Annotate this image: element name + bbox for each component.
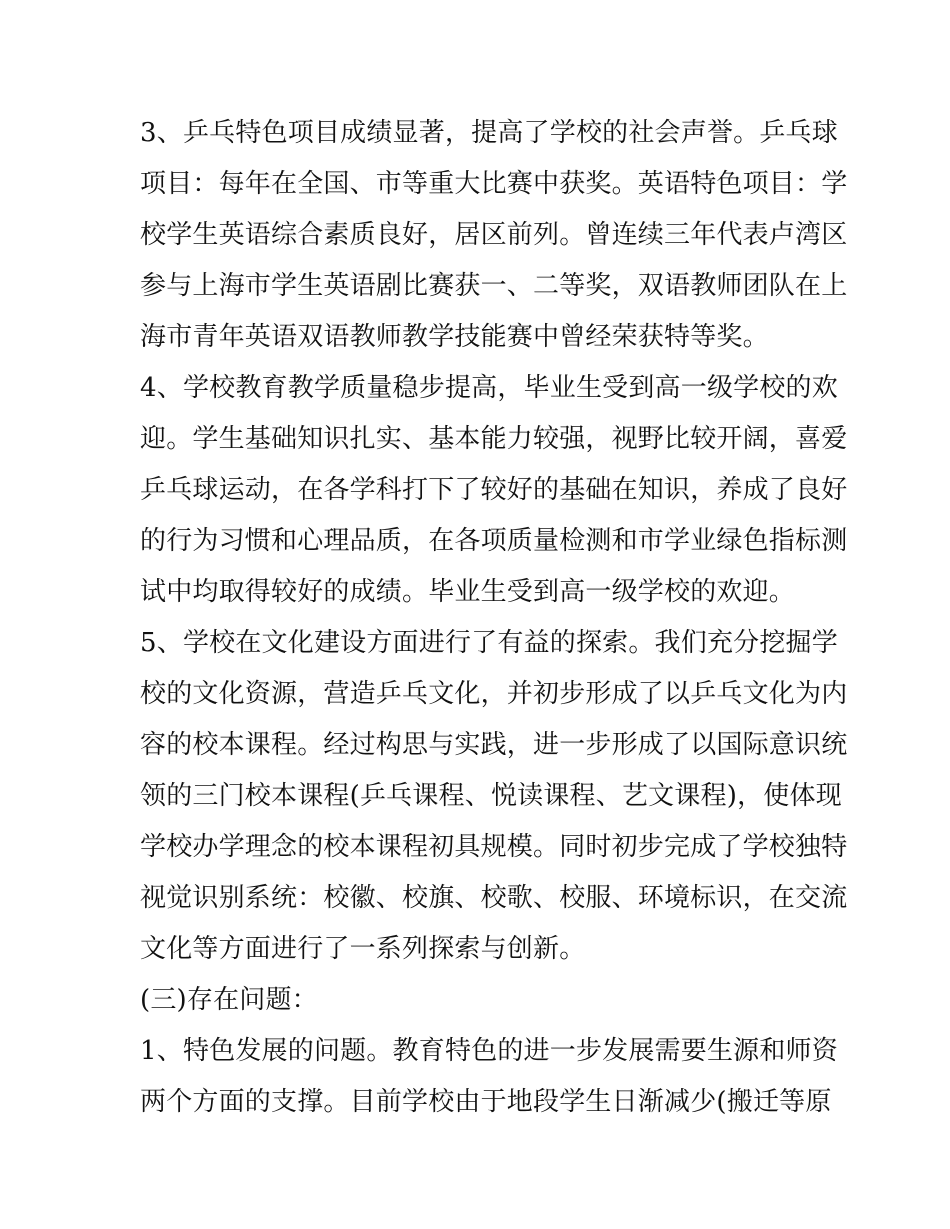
text-line: 领的三门校本课程(乒乓课程、悦读课程、艺文课程)，使体现 [140,781,842,811]
text-line: 迎。学生基础知识扎实、基本能力较强，视野比较开阔，喜爱 [140,424,848,454]
text-line: 试中均取得较好的成绩。毕业生受到高一级学校的欢迎。 [140,577,796,607]
section-heading: (三)存在问题： [140,985,318,1015]
text-line: 乒乓球运动，在各学科打下了较好的基础在知识，养成了良好 [140,475,848,505]
text-line: 项目：每年在全国、市等重大比赛中获奖。英语特色项目：学 [140,169,848,199]
text-line: 5、学校在文化建设方面进行了有益的探索。我们充分挖掘学 [140,628,838,658]
text-line: 海市青年英语双语教师教学技能赛中曾经荣获特等奖。 [140,322,769,352]
text-line: 容的校本课程。经过构思与实践，进一步形成了以国际意识统 [140,730,848,760]
text-line: 校的文化资源，营造乒乓文化，并初步形成了以乒乓文化为内 [140,679,848,709]
text-line: 学校办学理念的校本课程初具规模。同时初步完成了学校独特 [140,832,848,862]
text-line: 校学生英语综合素质良好，居区前列。曾连续三年代表卢湾区 [140,220,848,250]
text-line: 视觉识别系统：校徽、校旗、校歌、校服、环境标识，在交流 [140,883,848,913]
text-line: 3、乒乓特色项目成绩显著，提高了学校的社会声誉。乒乓球 [140,118,838,148]
text-line: 4、学校教育教学质量稳步提高，毕业生受到高一级学校的欢 [140,373,838,403]
text-line: 的行为习惯和心理品质，在各项质量检测和市学业绿色指标测 [140,526,848,556]
document-body [140,108,848,1128]
text-line: 两个方面的支撑。目前学校由于地段学生日渐减少(搬迁等原 [140,1087,832,1117]
text-line: 参与上海市学生英语剧比赛获一、二等奖，双语教师团队在上 [140,271,848,301]
text-line: 1、特色发展的问题。教育特色的进一步发展需要生源和师资 [140,1036,838,1066]
text-line: 文化等方面进行了一系列探索与创新。 [140,934,586,964]
